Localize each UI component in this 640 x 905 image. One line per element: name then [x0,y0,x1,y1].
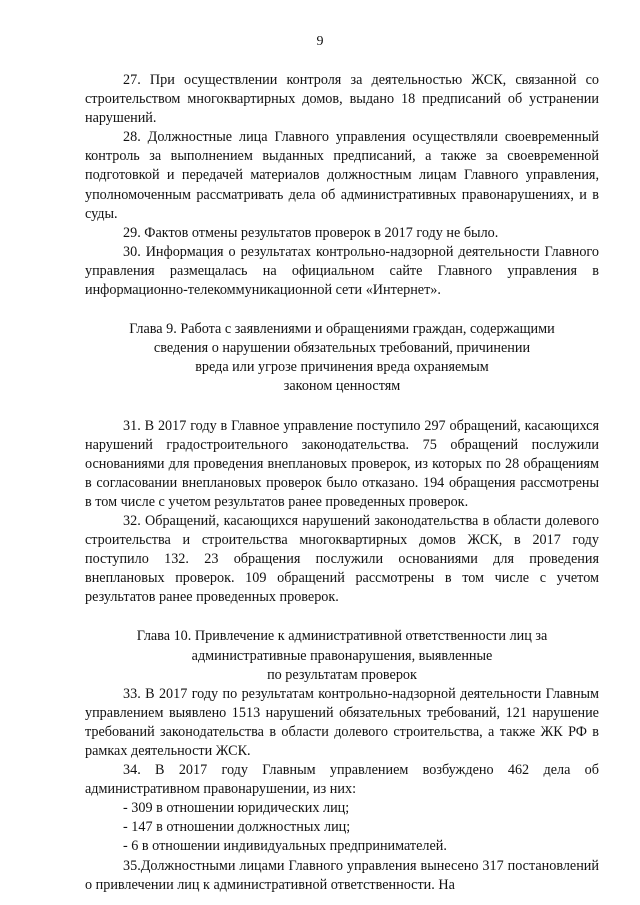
document-body [85,71,599,895]
chapter-9-heading-line: вреда или угрозе причинения вреда охраняемым [195,359,489,376]
paragraph-27: 27. При осуществлении контроля за деятельностью ЖСК, связанной со строительством многоквартирных домов, выдано 18 предписаний об устранении нарушений. [85,72,599,127]
list-item: - 309 в отношении юридических лиц; [123,800,350,817]
chapter-10-heading [85,627,599,684]
paragraph-35: 35.Должностными лицами Главного управления вынесено 317 постановлений о привлечении лиц к административной ответственности. На [85,857,599,893]
chapter-9-heading-line: сведения о нарушении обязательных требований, причинении [153,340,531,357]
chapter-9-heading-line: Глава 9. Работа с заявлениями и обращениями граждан, содержащими [129,321,555,338]
list-item: - 6 в отношении индивидуальных предпринимателей. [123,838,447,855]
paragraph-30: 30. Информация о результатах контрольно-надзорной деятельности Главного управления размещалась на официальном сайте Главного управления в информационно-телекоммуникационной сети «Интернет». [85,243,599,299]
chapter-9-heading [85,320,599,396]
chapter-10-heading-line: Глава 10. Привлечение к административной ответственности лиц за [136,628,548,645]
paragraph-34: 34. В 2017 году Главным управлением возбуждено 462 дела об административном правонарушении, из них: [85,762,599,798]
paragraph-32: 32. Обращений, касающихся нарушений законодательства в области долевого строительства и строительства многоквартирных домов ЖСК, в 2017 году поступило 132. 23 обращения послужили основаниями для проведения внеплановых проверок. 109 обращений рассмотрены в том числе с учетом результатов ранее проведенных проверок. [85,512,599,606]
chapter-9-heading-line: законом ценностям [283,378,401,395]
paragraph-31: 31. В 2017 году в Главное управление поступило 297 обращений, касающихся нарушений градостроительного законодательства. 75 обращений послужили основаниями для проведения внеплановых проверок, из которых по 28 обращениям в согласовании внеплановых проверок было отказано. 194 обращения рассмотрены в том числе с учетом результатов ранее проведенных проверок. [85,417,599,510]
paragraph-29: 29. Фактов отмены результатов проверок в 2017 году не было. [123,224,499,241]
paragraph-28: 28. Должностные лица Главного управления осуществляли своевременный контроль за выполнением выданных предписаний, а также за своевременной подготовкой и передачей материалов должностным лицам Главного управления, уполномоченным рассматривать дела об административных правонарушениях, и в суды. [85,129,599,222]
list-item: - 147 в отношении должностных лиц; [123,819,351,836]
paragraph-33: 33. В 2017 году по результатам контрольно-надзорной деятельности Главным управлением выявлено 1513 нарушений обязательных требований, 121 нарушение требований законодательства в области долевого строительства, а также ЖК РФ в рамках деятельности ЖСК. [85,685,599,759]
chapter-10-heading-line: по результатам проверок [267,666,417,683]
page-number: 9 [316,34,324,49]
chapter-10-heading-line: административные правонарушения, выявленные [191,647,493,664]
